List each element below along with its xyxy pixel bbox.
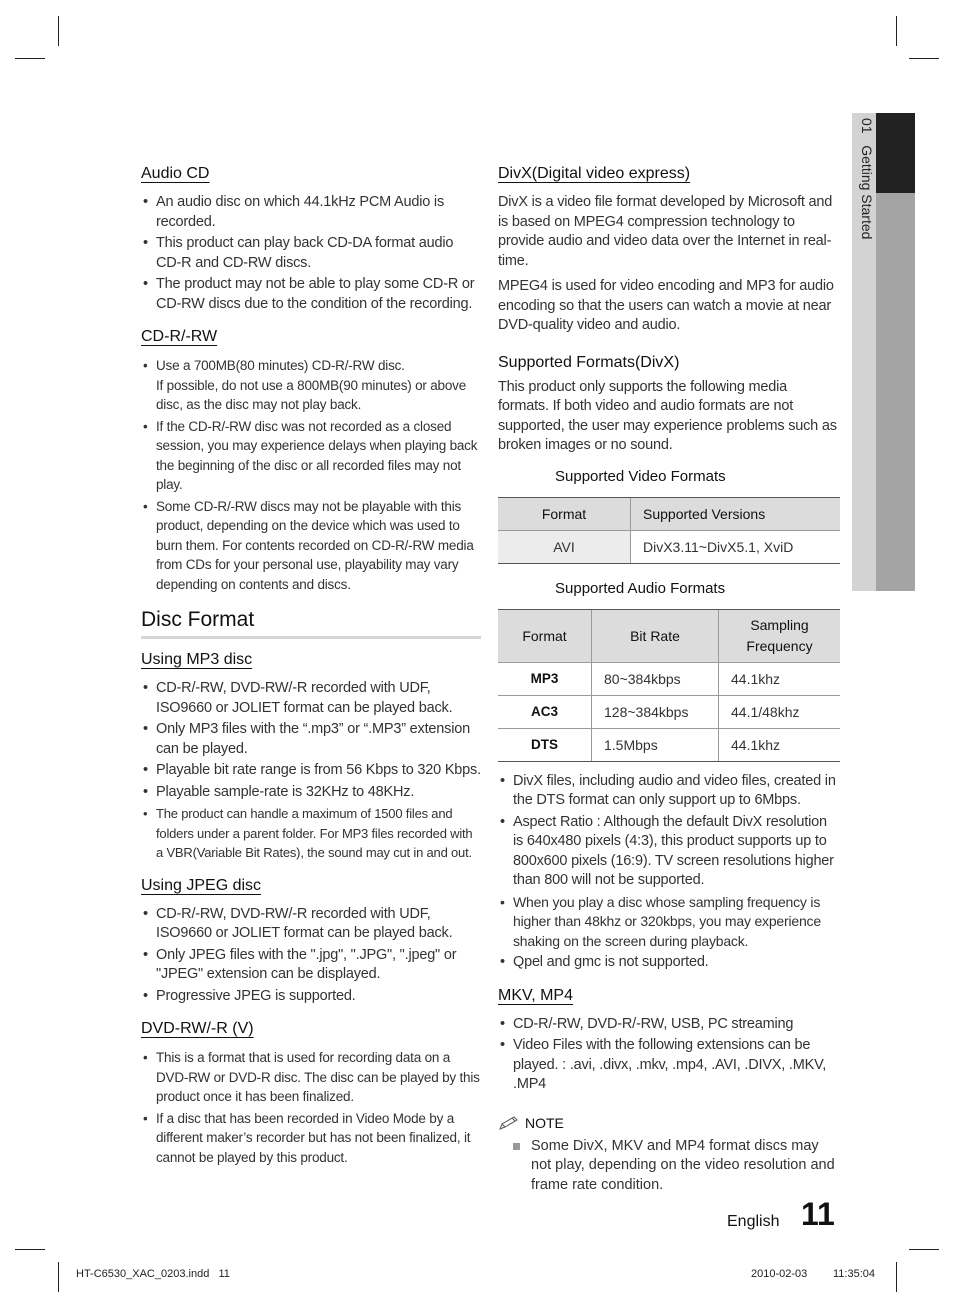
chapter-number: 01 [859,118,875,134]
table-cell: DivX3.11~DivX5.1, XviD [631,530,841,563]
note-text: Some DivX, MKV and MP4 format discs may not play, depending on the video resolution and frame rate condition. [531,1137,835,1193]
audio-cd-list [141,193,481,314]
audio-cd-heading: Audio CD [141,165,210,182]
list-item: • The product may not be able to play some CD-R or CD-RW discs due to the condition of the recording. [141,275,481,314]
list-item: • Video Files with the following extensions can be played. : .avi, .divx, .mkv, .mp4, .AVI, .DIVX, .MKV, .MP4 [498,1036,840,1095]
crop-mark [58,16,59,46]
table-cell: 44.1khz [719,662,841,695]
list-item: • This is a format that is used for recording data on a DVD-RW or DVD-R disc. The disc can be played by this product once it has been finalized. [141,1048,481,1107]
video-formats-table [498,497,840,564]
crop-mark [896,1262,897,1292]
crop-mark [909,58,939,59]
divx-heading: DivX(Digital video express) [498,165,691,182]
chapter-title: Getting Started [859,145,875,240]
list-item: • The product can handle a maximum of 1500 files and folders under a parent folder. For MP3 files recorded with a VBR(Variable Bit Rates), the sound may cut in and out. [141,804,481,863]
table-header-line: Sampling [750,616,809,633]
page-number: 11 [801,1196,835,1232]
table-cell: AVI [498,530,631,563]
chapter-tab-label [851,118,875,239]
list-item: • Playable sample-rate is 32KHz to 48KHz. [141,783,481,803]
chapter-tab-inactive [876,193,915,591]
chapter-tab-active [876,113,915,193]
list-item: • DivX files, including audio and video files, created in the DTS format can only support up to 6Mbps. [498,772,840,811]
crop-mark [58,1262,59,1292]
audio-formats-table [498,609,840,762]
list-item: • CD-R/-RW, DVD-RW/-R recorded with UDF, ISO9660 or JOLIET format can be played back. [141,679,481,718]
table-header: Format [498,497,631,530]
table-cell: 44.1/48khz [719,695,841,728]
cdr-heading: CD-R/-RW [141,328,218,345]
table-cell: AC3 [498,695,592,728]
table-cell: 80~384kbps [592,662,719,695]
list-item: • An audio disc on which 44.1kHz PCM Audio is recorded. [141,193,481,232]
note-heading [498,1115,840,1131]
crop-mark [15,1249,45,1250]
footer-language: English [727,1213,780,1230]
list-item: • CD-R/-RW, DVD-R/-RW, USB, PC streaming [498,1015,840,1035]
table-header-line: Frequency [746,637,813,654]
list-item: • Only MP3 files with the “.mp3” or “.MP3” extension can be played. [141,720,481,759]
pencil-icon [498,1115,522,1131]
slug-time: 11:35:04 [833,1268,876,1280]
table-cell: 44.1khz [719,728,841,761]
table-cell: 1.5Mbps [592,728,719,761]
list-item: • Only JPEG files with the ".jpg", ".JPG", ".jpeg" or "JPEG" extension can be displayed. [141,946,481,985]
slug-file: HT-C6530_XAC_0203.indd 11 [76,1268,230,1280]
table-header [719,609,841,662]
list-item-line: If possible, do not use a 800MB(90 minutes) or above disc, as the disc may not play back. [156,377,467,412]
video-formats-caption: Supported Video Formats [555,467,726,485]
note-label: NOTE [525,1114,564,1131]
table-cell: 128~384kbps [592,695,719,728]
list-item: • Playable bit rate range is from 56 Kbps to 320 Kbps. [141,761,481,781]
table-header: Supported Versions [631,497,841,530]
list-item: • Some CD-R/-RW discs may not be playable with this product, depending on the device which was used to burn them. For contents recorded on CD-R/-RW media from CDs for your personal use, playability may vary depending on contents and discs. [141,497,481,595]
square-bullet-icon [513,1143,520,1150]
divx-paragraph: DivX is a video file format developed by Microsoft and is based on MPEG4 compression technology to provide audio and video data over the Internet in real-time. [498,194,833,269]
table-row [498,530,840,563]
table-row [498,662,840,695]
right-column [498,165,840,1195]
crop-mark [909,1249,939,1250]
list-item [141,356,481,415]
disc-format-title: Disc Format [141,608,481,639]
supported-heading: Supported Formats(DivX) [498,353,680,371]
jpeg-list [141,905,481,1007]
dvdrw-heading: DVD-RW/-R (V) [141,1020,254,1037]
list-item: • Aspect Ratio : Although the default DivX resolution is 640x480 pixels (4:3), this product supports up to 800x600 pixels (16:9). TV screen resolutions higher than 800 will not be supported. [498,813,840,891]
mp3-list [141,679,481,863]
table-cell: DTS [498,728,592,761]
note-body [498,1137,840,1196]
dvdrw-list [141,1048,481,1167]
jpeg-heading: Using JPEG disc [141,876,262,894]
list-item: • Qpel and gmc is not supported. [498,953,840,973]
list-item: • If the CD-R/-RW disc was not recorded as a closed session, you may experience delays when playing back the beginning of the disc or all recorded files may not play. [141,417,481,495]
table-cell: MP3 [498,662,592,695]
crop-mark [15,58,45,59]
list-item: • Progressive JPEG is supported. [141,987,481,1007]
mkv-heading: MKV, MP4 [498,986,573,1004]
divx-paragraph: MPEG4 is used for video encoding and MP3 for audio encoding so that the users can watch a movie at near DVD-quality video and audio. [498,278,834,333]
table-header: Bit Rate [592,609,719,662]
mkv-list [498,1015,840,1095]
table-header: Format [498,609,592,662]
list-item: • This product can play back CD-DA format audio CD-R and CD-RW discs. [141,234,481,273]
crop-mark [896,16,897,46]
list-item: • CD-R/-RW, DVD-RW/-R recorded with UDF, ISO9660 or JOLIET format can be played back. [141,905,481,944]
left-column [141,165,481,1181]
list-item-line: Use a 700MB(80 minutes) CD-R/-RW disc. [156,358,405,373]
slug-date: 2010-02-03 [751,1268,808,1280]
divx-notes-list [498,772,840,973]
supported-paragraph: This product only supports the following media formats. If both video and audio formats are not supported, the user may experience problems such as broken images or no sound. [498,378,837,453]
audio-formats-caption: Supported Audio Formats [555,579,726,597]
table-row [498,728,840,761]
list-item: • When you play a disc whose sampling frequency is higher than 48khz or 320kbps, you may experience shaking on the screen during playback. [498,893,840,952]
cdr-list [141,356,481,594]
table-row [498,695,840,728]
list-item: • If a disc that has been recorded in Video Mode by a different maker’s recorder but has not been finalized, it cannot be played by this product. [141,1109,481,1168]
mp3-heading: Using MP3 disc [141,651,253,668]
